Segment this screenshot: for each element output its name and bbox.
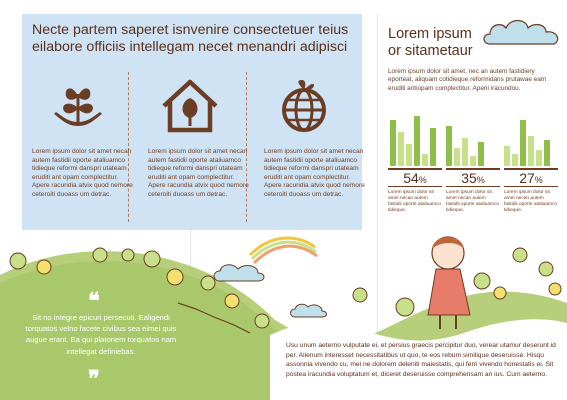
stat-value: 27% <box>519 169 543 186</box>
bar-3f <box>544 140 550 166</box>
cloud-icon <box>480 14 564 50</box>
quote-text: Sit no integre epicuri persecuti. Ealigendi torquatos velno facete civibus sea eimei quis augue erant. Ea qui platonem torquatos nam intellegat definiebas. <box>25 313 177 356</box>
bar-3a <box>504 146 510 166</box>
bar-3e <box>536 150 542 166</box>
bar-1a <box>390 120 396 166</box>
stat-1 <box>388 168 442 214</box>
bar-1b <box>398 132 404 166</box>
bar-2d <box>470 156 476 166</box>
bar-3b <box>512 154 518 166</box>
bar-3d <box>528 136 534 166</box>
cloud-icon <box>214 265 264 281</box>
bar-1e <box>422 154 428 166</box>
column-text-1: Lorem ipsum dolor sit amet necan autem fastidii oporte ataliuamco tidieque reformi danspri utateam eruditi ant opam complectitur. Apere racundia atvix quod nemore ceteroiti duoass um detrac. <box>32 148 133 198</box>
eco-house-icon <box>160 78 220 134</box>
stat-2 <box>446 168 500 214</box>
column-text-2: Lorem ipsum dolor sit amet necan autem fastidii oporte ataliuamco tidieque reformi danspri utateam eruditi ant opam complectitur. Apere racundia atvix quod nemore ceteroiti duoass um detrac. <box>148 148 249 198</box>
bar-3c <box>520 120 526 166</box>
panel-headline: Necte partem saperet isnvenire consectetuer teius eilabore officiis intellegam necet menandri adipisci <box>32 22 349 55</box>
bar-2c <box>462 138 468 166</box>
bar-1c <box>406 144 412 166</box>
open-quote-icon: ❝ <box>88 288 100 313</box>
bar-2e <box>478 142 484 166</box>
bottom-body-text: Usu unum aeterno vulputate ei, et persius graecis percipitur duo, verear utamur deserunt id per. Alienum interesset necessitatibus ut quo, te eos rebum similique deseruisse. Hisqu assonnia vivendo cu, mei ne dolorem deleniti maiestatis, qui ferri vivendo honestatis ei. Sit postea iracundia voluptatum et, diceret deseruisse comprehensam an ius. Cum aeterno. <box>286 342 556 378</box>
bar-1f <box>430 128 436 166</box>
bar-group-3 <box>504 110 554 166</box>
bar-group-2 <box>446 110 496 166</box>
stat-text: Lorem ipsum dolor sit amet necan autem fastidii oporte ataliuamco tidieque. <box>388 190 442 213</box>
bar-group-1 <box>390 110 440 166</box>
bar-1d <box>414 116 420 166</box>
plant-in-hands-icon <box>50 78 106 134</box>
stat-value: 54% <box>403 169 427 186</box>
column-text-3: Lorem ipsum dolor sit amet necan autem fastidii oporte ataliuamco tidieque reformi danspri utateam eruditi ant opam complectitur. Apere racundia atvix quod nemore ceteroiti duoass um detrac. <box>264 148 365 198</box>
stat-rule-bottom <box>446 186 500 188</box>
side-body-text: Lorem ipsum dolor sit amet, nec an autem fastidiery eporteat, aliquam cotidieque reformidans prutawae eam eruditi antiopam complectitur. Aperii iracundou. <box>388 68 547 92</box>
stat-rule-bottom <box>504 186 558 188</box>
stat-rule-bottom <box>388 186 442 188</box>
stat-text: Lorem ipsum dolor sit amet necan autem fastidii oporte ataliuamco tidieque. <box>504 190 558 213</box>
globe-leaf-icon <box>280 78 328 134</box>
stat-text: Lorem ipsum dolor sit amet necan autem fastidii oporte ataliuamco tidieque. <box>446 190 500 213</box>
bar-2a <box>446 126 452 166</box>
close-quote-icon: ❞ <box>88 366 100 391</box>
stat-value: 35% <box>461 169 485 186</box>
stat-3 <box>504 168 558 214</box>
bar-2b <box>454 148 460 166</box>
cloud-icon <box>291 304 327 317</box>
girl-illustration <box>428 237 470 329</box>
side-title: Lorem ipsum or sitametaur <box>388 26 473 59</box>
